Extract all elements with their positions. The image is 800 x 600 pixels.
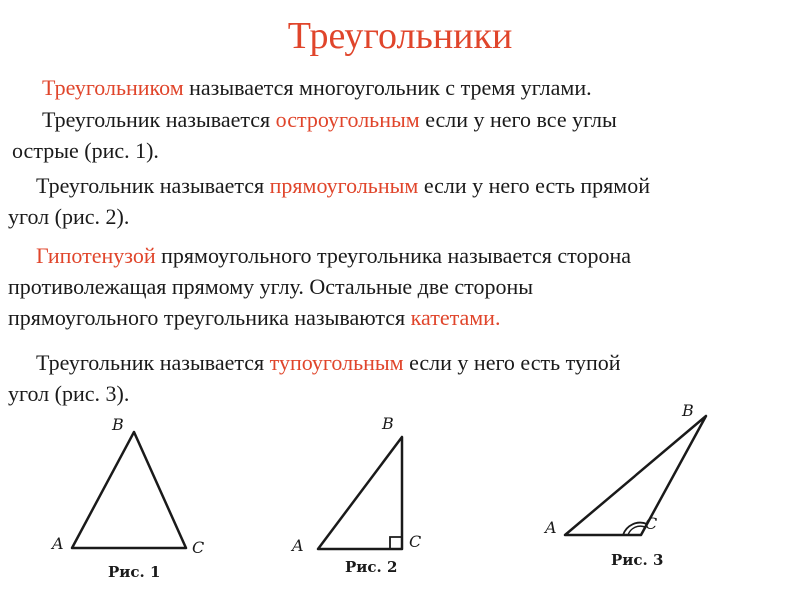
fig1-vertex-a: A — [52, 534, 64, 553]
definition-acute-after: если у него все углы — [419, 107, 617, 132]
definition-triangle-text: называется многоугольник с тремя углами. — [183, 75, 592, 100]
fig1-caption: Рис. 1 — [108, 563, 161, 581]
term-legs: катетами. — [410, 305, 501, 330]
definition-right-before: Треугольник называется — [36, 173, 270, 198]
definition-hypotenuse-line1 — [36, 240, 631, 271]
definition-right-line2: угол (рис. 2). — [8, 204, 130, 229]
definition-hypotenuse-line3 — [8, 302, 500, 333]
obtuse-triangle-shape — [565, 416, 706, 535]
figure-acute-triangle — [50, 415, 204, 581]
definition-legs-before: прямоугольного треугольника называются — [8, 305, 411, 330]
definition-obtuse-after: если у него есть тупой — [403, 350, 621, 375]
fig3-vertex-c: C — [645, 514, 658, 533]
definition-obtuse-line2: угол (рис. 3). — [8, 381, 130, 406]
definition-hypotenuse-after: прямоугольного треугольника называется сторона — [155, 243, 632, 268]
definition-acute-before: Треугольник называется — [42, 107, 276, 132]
fig2-vertex-b: B — [382, 414, 394, 433]
term-triangle: Треугольником — [42, 75, 184, 100]
term-right: прямоугольным — [269, 173, 419, 198]
figure-right-triangle — [290, 414, 421, 576]
definition-acute-line1 — [42, 104, 617, 135]
term-hypotenuse: Гипотенузой — [36, 243, 156, 268]
fig3-vertex-b: B — [682, 401, 694, 420]
right-angle-marker — [390, 537, 402, 549]
acute-triangle-shape — [72, 432, 186, 548]
triangle-figures — [0, 395, 800, 600]
definition-obtuse-line1 — [36, 347, 621, 378]
fig3-caption: Рис. 3 — [611, 551, 664, 569]
figure-obtuse-triangle — [543, 401, 706, 569]
definition-obtuse-before: Треугольник называется — [36, 350, 270, 375]
fig1-vertex-b: B — [112, 415, 124, 434]
fig2-caption: Рис. 2 — [345, 558, 398, 576]
fig1-vertex-c: C — [192, 538, 205, 557]
definition-right-after: если у него есть прямой — [418, 173, 650, 198]
right-triangle-shape — [318, 437, 402, 549]
fig2-vertex-c: C — [409, 532, 422, 551]
definition-triangle — [42, 72, 592, 103]
definition-hypotenuse-line2: противолежащая прямому углу. Остальные две стороны — [8, 274, 534, 299]
term-obtuse: тупоугольным — [269, 350, 404, 375]
definition-acute-line2: острые (рис. 1). — [12, 138, 159, 163]
page-title: Треугольники — [287, 15, 513, 57]
fig3-vertex-a: A — [545, 518, 557, 537]
term-acute: остроугольным — [275, 107, 420, 132]
definition-right-line1 — [36, 170, 650, 201]
fig2-vertex-a: A — [292, 536, 304, 555]
